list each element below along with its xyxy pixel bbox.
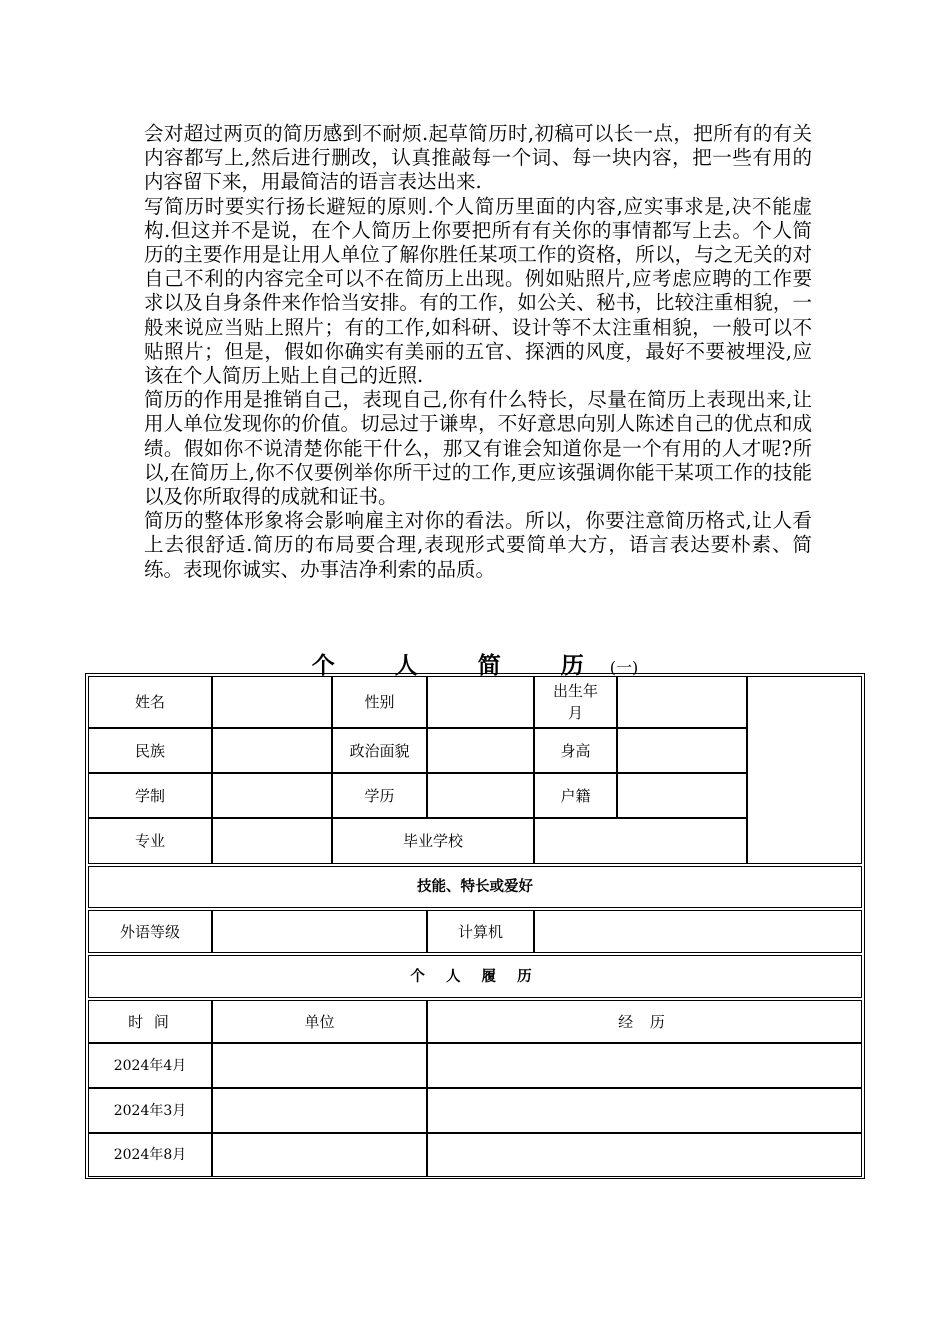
label-school: 毕业学校 <box>332 818 534 864</box>
field-gender[interactable] <box>427 676 534 728</box>
field-ethnicity[interactable] <box>212 728 332 773</box>
col-experience: 经 历 <box>427 1000 862 1043</box>
history-unit[interactable] <box>212 1043 427 1088</box>
history-time: 2024年3月 <box>88 1088 212 1133</box>
label-gender: 性别 <box>332 676 427 728</box>
label-ethnicity: 民族 <box>88 728 212 773</box>
history-time: 2024年8月 <box>88 1133 212 1177</box>
resume-title <box>0 647 950 679</box>
label-education: 学历 <box>332 773 427 818</box>
paragraph: 简历的整体形象将会影响雇主对你的看法。所以，你要注意简历格式,让人看上去很舒适.简历的布局要合理,表现形式要简单大方，语言表达要朴素、简练。表现你诚实、办事洁净利索的品质。 <box>144 509 812 581</box>
resume-form <box>85 673 865 1179</box>
instruction-prose <box>144 122 812 582</box>
paragraph: 会对超过两页的简历感到不耐烦.起草简历时,初稿可以长一点，把所有的有关内容都写上,然后进行删改，认真推敲每一个词、每一块内容，把一些有用的内容留下来，用最简洁的语言表达出来. <box>144 122 812 194</box>
label-schooling: 学制 <box>88 773 212 818</box>
label-name: 姓名 <box>88 676 212 728</box>
label-major: 专业 <box>88 818 212 864</box>
field-hukou[interactable] <box>617 773 747 818</box>
paragraph: 写简历时要实行扬长避短的原则.个人简历里面的内容,应实事求是,决不能虚构.但这并不是说，在个人简历上你要把所有有关你的事情都写上去。个人简历的主要作用是让用人单位了解你胜任某项工作的资格，所以，与之无关的对自己不利的内容完全可以不在简历上出现。例如贴照片,应考虑应聘的工作要求以及自身条件来作恰当安排。有的工作，如公关、秘书，比较注重相貌，一般来说应当贴上照片；有的工作,如科研、设计等不太注重相貌，一般可以不贴照片；但是，假如你确实有美丽的五官、探洒的风度，最好不要被埋没,应该在个人简历上贴上自己的近照. <box>144 194 812 388</box>
history-experience[interactable] <box>427 1088 862 1133</box>
field-political[interactable] <box>427 728 534 773</box>
label-language: 外语等级 <box>88 910 212 953</box>
field-name[interactable] <box>212 676 332 728</box>
label-birth: 出生年月 <box>534 676 617 728</box>
history-unit[interactable] <box>212 1088 427 1133</box>
field-birth[interactable] <box>617 676 747 728</box>
col-unit: 单位 <box>212 1000 427 1043</box>
field-education[interactable] <box>427 773 534 818</box>
skills-header: 技能、特长或爱好 <box>88 866 862 908</box>
photo-box[interactable] <box>747 676 862 864</box>
field-height[interactable] <box>617 728 747 773</box>
field-language[interactable] <box>212 910 427 953</box>
resume-title-text: 个 人 简 历 <box>311 652 610 679</box>
history-time: 2024年4月 <box>88 1043 212 1088</box>
field-computer[interactable] <box>534 910 862 953</box>
paragraph: 简历的作用是推销自己，表现自己,你有什么特长，尽量在简历上表现出来,让用人单位发现你的价值。切忌过于谦卑，不好意思向别人陈述自己的优点和成绩。假如你不说清楚你能干什么，那又有谁会知道你是一个有用的人才呢?所以,在简历上,你不仅要例举你所干过的工作,更应该强调你能干某项工作的技能以及你所取得的成就和证书。 <box>144 388 812 509</box>
history-experience[interactable] <box>427 1043 862 1088</box>
history-experience[interactable] <box>427 1133 862 1177</box>
label-hukou: 户籍 <box>534 773 617 818</box>
field-schooling[interactable] <box>212 773 332 818</box>
col-time: 时 间 <box>88 1000 212 1043</box>
field-school[interactable] <box>534 818 747 864</box>
resume-title-suffix: (一) <box>609 658 639 677</box>
label-computer: 计算机 <box>427 910 534 953</box>
history-unit[interactable] <box>212 1133 427 1177</box>
label-height: 身高 <box>534 728 617 773</box>
history-header: 个 人 履 历 <box>88 955 862 998</box>
label-political: 政治面貌 <box>332 728 427 773</box>
field-major[interactable] <box>212 818 332 864</box>
